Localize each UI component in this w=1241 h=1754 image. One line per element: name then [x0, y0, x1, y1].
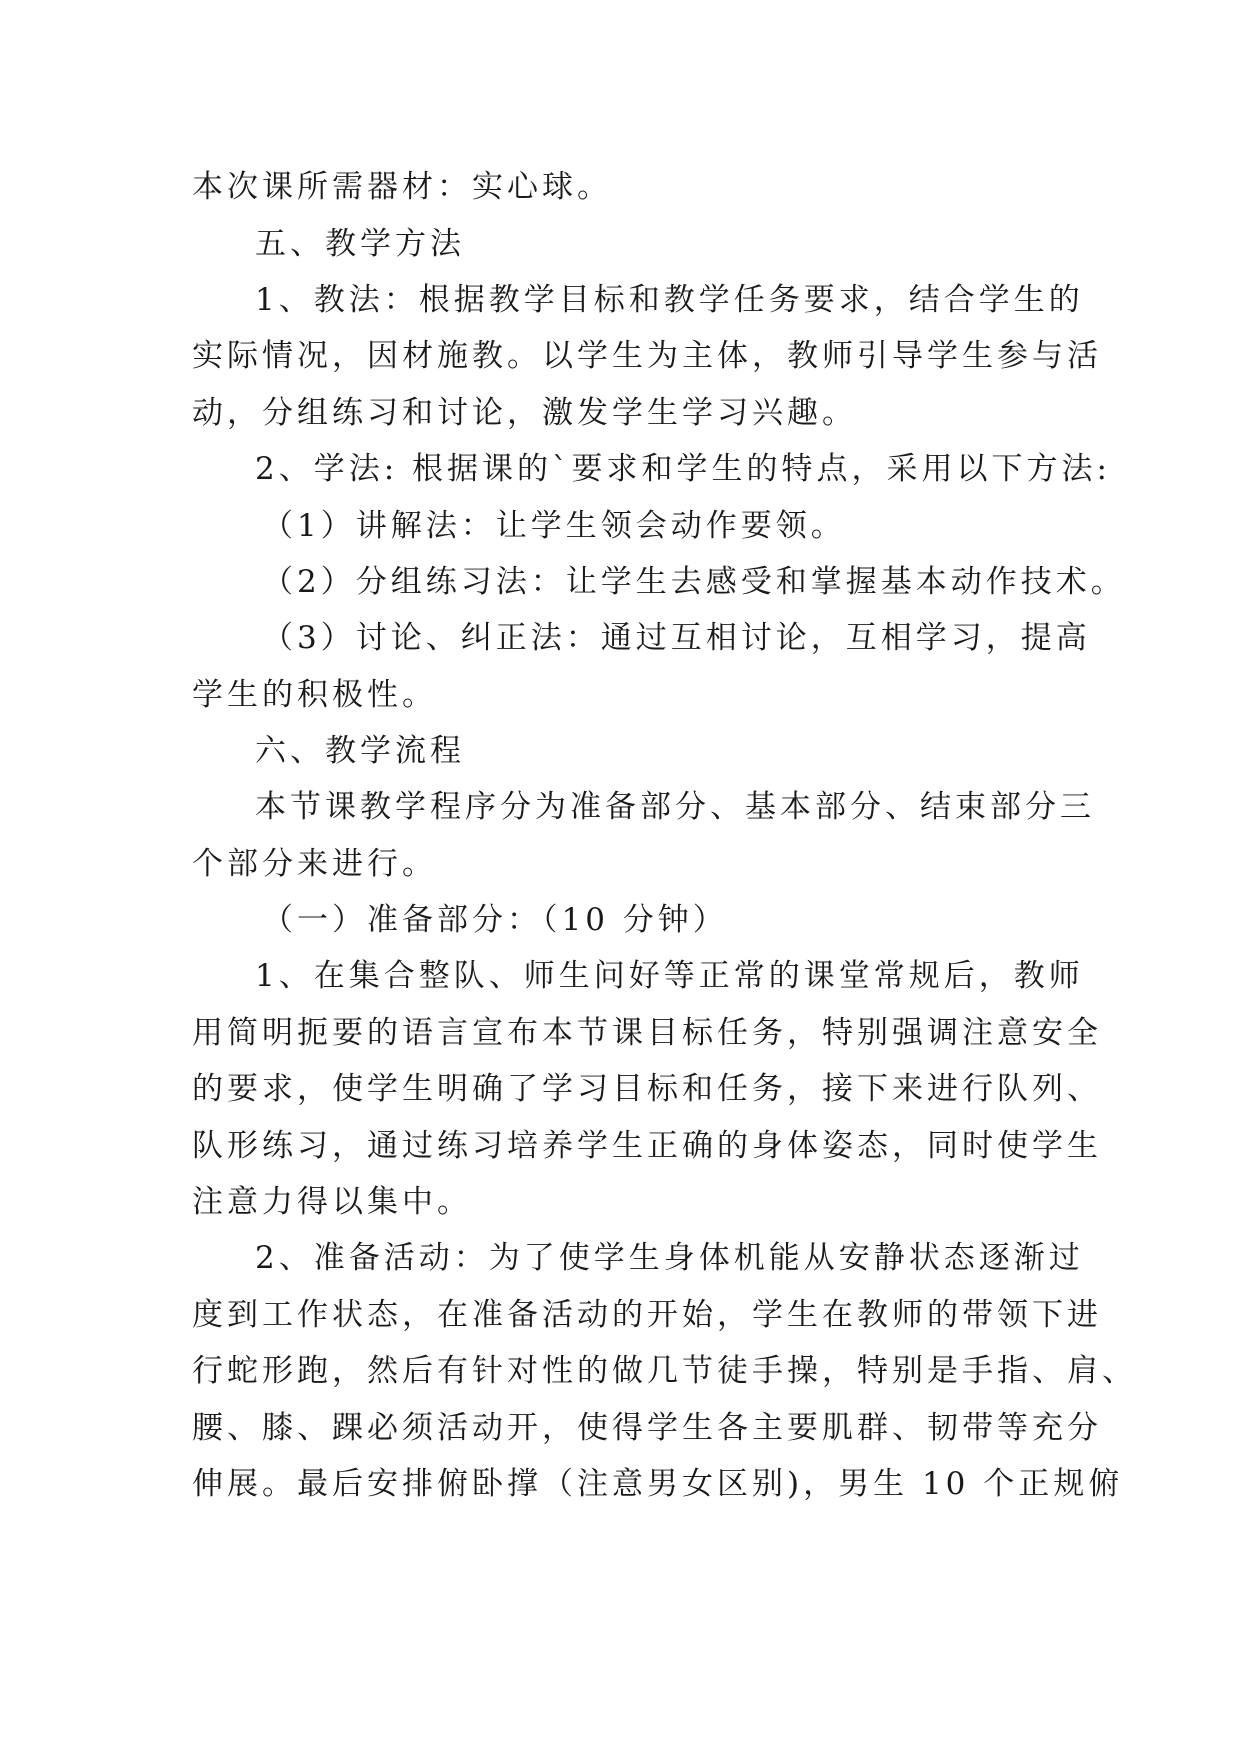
- text-line: （2）分组练习法：让学生去感受和掌握基本动作技术。: [262, 564, 1126, 600]
- text-line: 动，分组练习和讨论，激发学生学习兴趣。: [192, 395, 857, 431]
- section-heading: 六、教学流程: [255, 733, 465, 769]
- text-line: 伸展。最后安排俯卧撑（注意男女区别)，男生 10 个正规俯: [192, 1466, 1124, 1502]
- text-line: 1、在集合整队、师生问好等正常的课堂常规后，教师: [255, 958, 1084, 994]
- text-line: 腰、膝、踝必须活动开，使得学生各主要肌群、韧带等充分: [192, 1410, 1102, 1446]
- text-line: 注意力得以集中。: [192, 1184, 472, 1220]
- text-line: 实际情况，因材施教。以学生为主体，教师引导学生参与活: [192, 338, 1102, 374]
- text-line: 行蛇形跑，然后有针对性的做几节徒手操，特别是手指、肩、: [192, 1353, 1137, 1389]
- text-line: 2、准备活动：为了使学生身体机能从安静状态逐渐过: [255, 1240, 1084, 1276]
- text-line: （3）讨论、纠正法：通过互相讨论，互相学习，提高: [262, 620, 1091, 656]
- subsection-heading: （一）准备部分：（10 分钟）: [262, 902, 728, 938]
- text-line: 度到工作状态，在准备活动的开始，学生在教师的带领下进: [192, 1297, 1102, 1333]
- section-heading: 五、教学方法: [255, 226, 465, 262]
- text-line: 用简明扼要的语言宣布本节课目标任务，特别强调注意安全: [192, 1015, 1102, 1051]
- text-line: 学生的积极性。: [192, 677, 437, 713]
- text-line: 本次课所需器材：实心球。: [192, 169, 612, 205]
- text-line: 的要求，使学生明确了学习目标和任务，接下来进行队列、: [192, 1071, 1102, 1107]
- text-line: 个部分来进行。: [192, 846, 437, 882]
- text-line: 本节课教学程序分为准备部分、基本部分、结束部分三: [255, 789, 1095, 825]
- text-line: 1、教法：根据教学目标和教学任务要求，结合学生的: [255, 282, 1084, 318]
- text-line: 队形练习，通过练习培养学生正确的身体姿态，同时使学生: [192, 1128, 1102, 1164]
- text-line: （1）讲解法：让学生领会动作要领。: [262, 508, 846, 544]
- text-line: 2、学法: 根据课的`要求和学生的特点，采用以下方法:: [255, 451, 1111, 487]
